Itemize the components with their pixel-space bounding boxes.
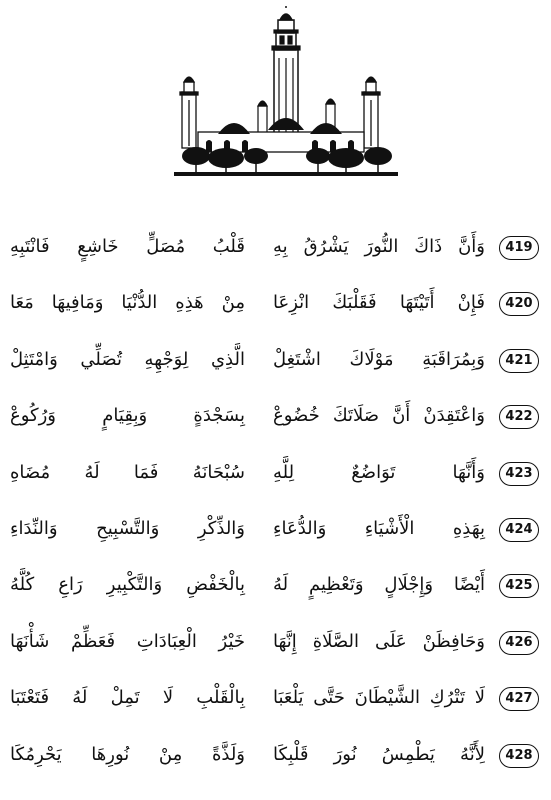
verse-row — [0, 340, 551, 396]
verse-first-hemistich: لَا تَتْرُكِ الشَّيْطَانَ حَتَّى يَلْعَبَا — [273, 687, 485, 709]
verse-row — [0, 283, 551, 339]
verse-first-hemistich: وَأَنَّ ذَاكَ النُّورَ يَشْرُقُ بِهِ — [273, 236, 485, 257]
verse-second-hemistich: بِالْقَلْبِ لَا تَمِلْ لَهُ فَتَعْتَبَا — [10, 687, 245, 709]
verse-second-hemistich: مِنْ هَذِهِ الدُّنْيَا وَمَافِيهَا مَعَا — [10, 292, 245, 314]
verse-first-hemistich: لِأَنَّهُ يَطْمِسُ نُورَ قَلْبِكَا — [273, 743, 485, 765]
verse-number-badge: 419 — [499, 236, 539, 260]
verse-row — [0, 735, 551, 791]
verse-number-badge: 421 — [499, 349, 539, 373]
verse-second-hemistich: وَلَذَّةً مِنْ نُورِهَا يَحْرِمُكَا — [10, 743, 245, 765]
verse-first-hemistich: فَإِنْ أَتَيْتَهَا فَقَلْبَكَ انْزِعَا — [273, 292, 485, 314]
verse-first-hemistich: وَحَافِظَنْ عَلَى الصَّلَاةِ إِنَّهَا — [273, 630, 485, 652]
verse-number-badge: 423 — [499, 462, 539, 486]
verse-second-hemistich: وَالذِّكْرِ وَالتَّسْبِيحِ وَالنِّدَاءِ — [10, 517, 245, 539]
verse-row — [0, 509, 551, 565]
verse-first-hemistich: وَأَنَّهَا تَوَاضُعٌ لِلَّهِ — [273, 461, 485, 483]
verse-list — [0, 227, 551, 791]
verse-first-hemistich: بِهَذِهِ الْأَشْيَاءِ وَالدُّعَاءِ — [273, 517, 485, 539]
verse-second-hemistich: بِسَجْدَةٍ وَبِقِيَامٍ وَرُكُوعْ — [10, 405, 245, 427]
verse-row — [0, 227, 551, 283]
verse-second-hemistich: سُبْحَانَهُ فَمَا لَهُ مُضَاهِ — [10, 461, 245, 483]
verse-number-badge: 426 — [499, 631, 539, 655]
verse-number-badge: 424 — [499, 518, 539, 542]
mosque-illustration — [168, 6, 404, 184]
verse-number-badge: 422 — [499, 405, 539, 429]
verse-row — [0, 396, 551, 452]
verse-number-badge: 427 — [499, 687, 539, 711]
verse-row — [0, 453, 551, 509]
verse-row — [0, 678, 551, 734]
verse-first-hemistich: وَاعْتَقِدَنْ أَنَّ صَلَاتَكَ خُضُوعْ — [273, 405, 485, 427]
verse-first-hemistich: أَيْضًا وَإِجْلَالٍ وَتَعْظِيمٍ لَهُ — [273, 574, 485, 596]
verse-second-hemistich: قَلْبُ مُصَلٍّ خَاشِعٍ فَانْتَبِهِ — [10, 236, 245, 257]
verse-first-hemistich: وَبِمُرَاقَبَةِ مَوْلَاكَ اشْتَغِلْ — [273, 348, 485, 370]
verse-second-hemistich: بِالْخَفْضِ وَالتَّكْبِيرِ رَاعِ كُلَّهُ — [10, 574, 245, 596]
verse-second-hemistich: الَّذِي لِوَجْهِهِ تُصَلِّي وَامْتَثِلْ — [10, 348, 245, 370]
verse-number-badge: 420 — [499, 292, 539, 316]
verse-number-badge: 428 — [499, 744, 539, 768]
verse-row — [0, 565, 551, 621]
verse-second-hemistich: خَيْرُ الْعِبَادَاتِ فَعَظِّمْ شَأْنَهَا — [10, 630, 245, 652]
verse-number-badge: 425 — [499, 574, 539, 598]
verse-row — [0, 622, 551, 678]
